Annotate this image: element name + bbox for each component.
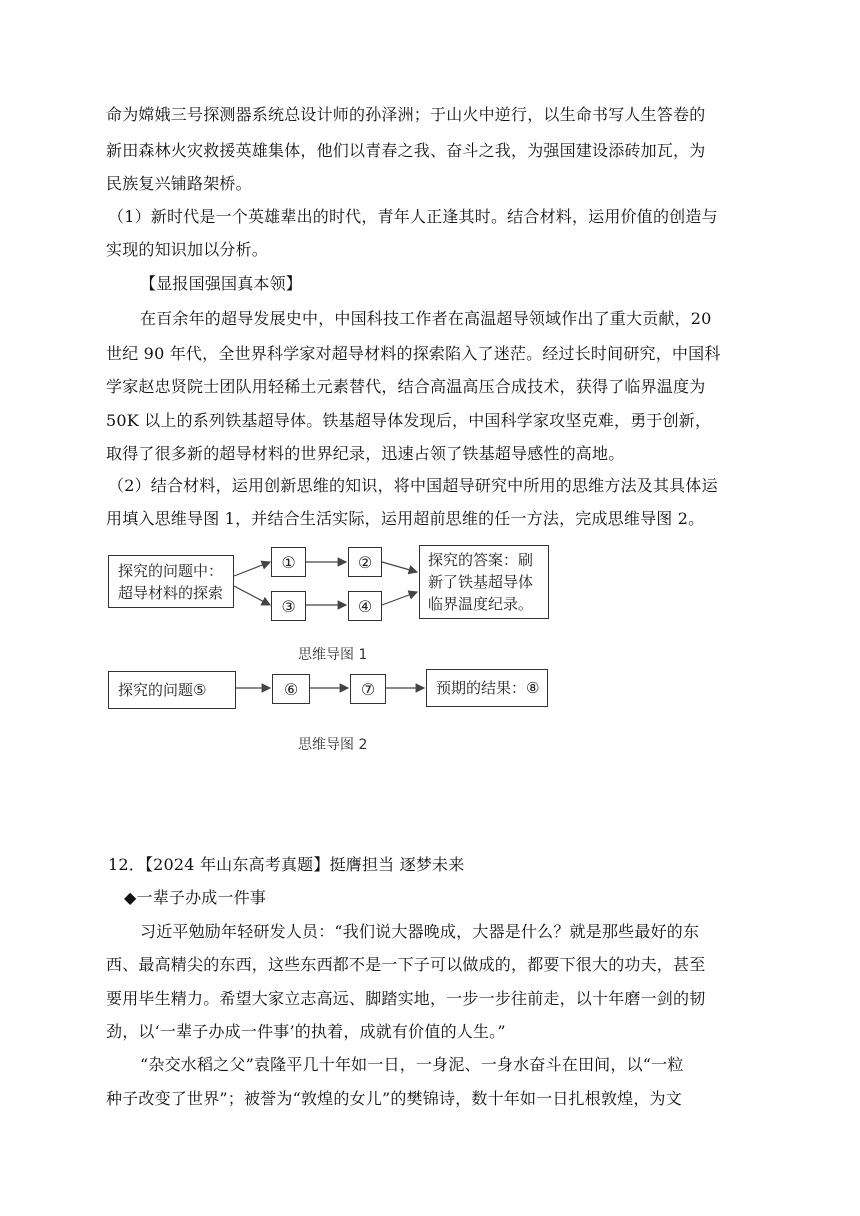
question-12-title: 12．【2024 年山东高考真题】挺膺担当 逐梦未来 bbox=[108, 855, 465, 874]
question-2-line: 用填入思维导图 1，并结合生活实际，运用超前思维的任一方法，完成思维导图 2。 bbox=[106, 509, 705, 528]
paragraph-line: 习近平勉励年轻研发人员：“我们说大器晚成，大器是什么？就是那些最好的东 bbox=[140, 922, 700, 941]
paragraph-line: 新田森林火灾救援英雄集体，他们以青春之我、奋斗之我，为强国建设添砖加瓦，为 bbox=[106, 141, 706, 160]
paragraph-line: “杂交水稻之父”袁隆平几十年如一日，一身泥、一身水奋斗在田间，以“一粒 bbox=[140, 1055, 684, 1074]
paragraph-line: 要用毕生精力。希望大家立志高远、脚踏实地，一步一步往前走，以十年磨一剑的韧 bbox=[106, 989, 706, 1008]
section-heading: 【显报国强国真本领】 bbox=[140, 274, 303, 293]
map2-question-box bbox=[108, 671, 236, 709]
map1-caption: 思维导图 1 bbox=[298, 647, 368, 663]
map1-answer-text: 探究的答案：刷 新了铁基超导体 临界温度纪录。 bbox=[428, 551, 534, 613]
question-1-line: （1）新时代是一个英雄辈出的时代，青年人正逢其时。结合材料，运用价值的创造与 bbox=[108, 207, 718, 226]
paragraph-line: 在百余年的超导发展史中，中国科技工作者在高温超导领域作出了重大贡献，20 bbox=[140, 309, 712, 328]
paragraph-line: 命为嫦娥三号探测器系统总设计师的孙泽洲；于山火中逆行，以生命书写人生答卷的 bbox=[106, 105, 706, 124]
map2-caption: 思维导图 2 bbox=[298, 737, 368, 753]
paragraph-line: 种子改变了世界”；被誉为“敦煌的女儿”的樊锦诗，数十年如一日扎根敦煌，为文 bbox=[106, 1089, 682, 1108]
map1-answer-box bbox=[419, 545, 549, 619]
paragraph-line: 民族复兴铺路架桥。 bbox=[106, 174, 252, 193]
paragraph-line: 50K 以上的系列铁基超导体。铁基超导体发现后，中国科学家攻坚克难，勇于创新， bbox=[106, 411, 712, 430]
map2-result-text: 预期的结果：⑧ bbox=[436, 679, 540, 697]
paragraph-line: 取得了很多新的超导材料的世界纪录，迅速占领了铁基超导感性的高地。 bbox=[106, 444, 625, 463]
subsection-heading: ◆一辈子办成一件事 bbox=[124, 888, 267, 907]
map1-question-box bbox=[108, 555, 234, 608]
map2-question-text: 探究的问题⑤ bbox=[118, 681, 207, 699]
paragraph-line: 世纪 90 年代，全世界科学家对超导材料的探索陷入了迷茫。经过长时间研究，中国科 bbox=[106, 344, 721, 363]
paragraph-line: 学家赵忠贤院士团队用轻稀土元素替代，结合高温高压合成技术，获得了临界温度为 bbox=[106, 377, 706, 396]
question-1-line: 实现的知识加以分析。 bbox=[106, 240, 269, 259]
map1-question-text: 探究的问题中： 超导材料的探索 bbox=[118, 562, 224, 602]
map2-step-6: ⑥ bbox=[272, 674, 310, 704]
map1-step-4: ④ bbox=[348, 591, 382, 621]
map1-step-3: ③ bbox=[271, 591, 306, 621]
map2-step-7: ⑦ bbox=[350, 674, 386, 704]
paragraph-line: 劲，以‘一辈子办成一件事’的执着，成就有价值的人生。” bbox=[106, 1022, 506, 1041]
map1-step-1: ① bbox=[271, 547, 306, 577]
map2-result-box bbox=[426, 669, 548, 707]
question-2-line: （2）结合材料，运用创新思维的知识，将中国超导研究中所用的思维方法及其具体运 bbox=[108, 476, 718, 495]
map1-step-2: ② bbox=[348, 547, 382, 577]
paragraph-line: 西、最高精尖的东西，这些东西都不是一下子可以做成的，都要下很大的功夫，甚至 bbox=[106, 955, 706, 974]
